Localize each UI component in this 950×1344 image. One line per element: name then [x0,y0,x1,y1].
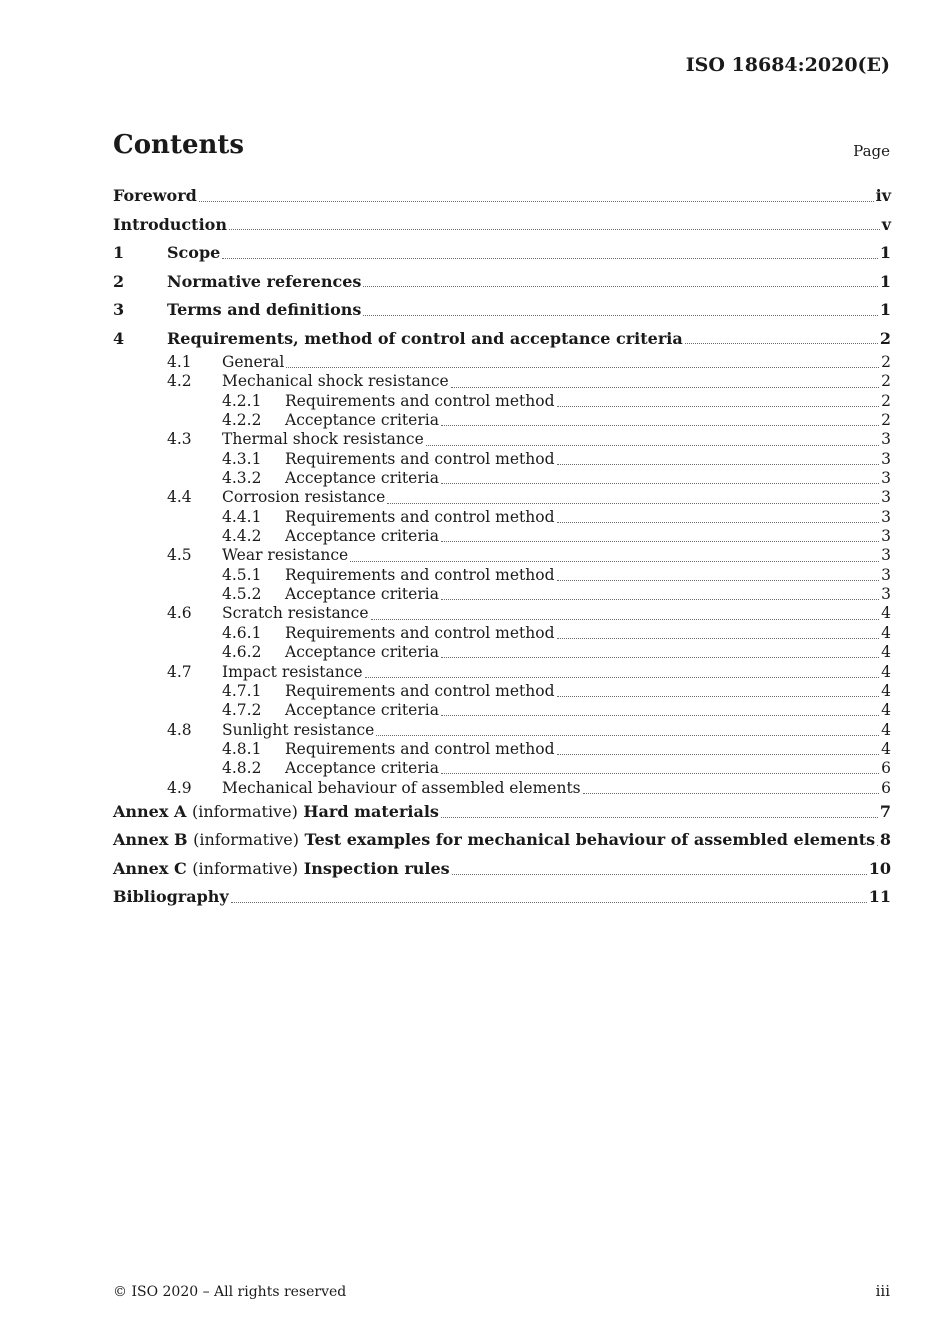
toc-entry-4-8[interactable]: 4.8 Sunlight resistance 4 [167,720,891,739]
dot-leader [371,619,880,620]
dot-leader [286,367,879,368]
dot-leader [557,406,880,407]
toc-entry-4-2[interactable]: 4.2 Mechanical shock resistance 2 [167,372,891,391]
toc-entry-bibliography[interactable]: Bibliography 11 [113,887,891,907]
toc-entry-annex-a[interactable]: Annex A (informative) Hard materials 7 [113,801,891,821]
dot-leader [376,735,879,736]
toc-entry-3[interactable]: 3 Terms and definitions 1 [113,300,891,319]
dot-leader [441,599,879,600]
dot-leader [363,286,877,287]
dot-leader [222,258,878,259]
toc-entry-4-4-1[interactable]: 4.4.1 Requirements and control method 3 [222,507,891,526]
toc-entry-annex-b[interactable]: Annex B (informative) Test examples for mechanical behaviour of assembled elements 8 [113,830,891,850]
toc-entry-4[interactable]: 4 Requirements, method of control and acceptance criteria 2 [113,328,891,348]
dot-leader [441,773,879,774]
dot-leader [350,561,879,562]
copyright-notice: © ISO 2020 – All rights reserved [113,1284,347,1300]
dot-leader [199,201,874,202]
table-of-contents [113,182,891,912]
toc-entry-2[interactable]: 2 Normative references 1 [113,271,891,291]
toc-entry-4-3-1[interactable]: 4.3.1 Requirements and control method 3 [222,449,891,468]
dot-leader [387,503,879,504]
dot-leader [441,541,879,542]
dot-leader [583,793,879,794]
dot-leader [557,580,880,581]
dot-leader [441,425,879,426]
toc-entry-introduction[interactable]: Introduction v [113,214,891,234]
toc-entry-4-6-2[interactable]: 4.6.2 Acceptance criteria 4 [222,643,891,662]
toc-entry-4-5[interactable]: 4.5 Wear resistance 3 [167,546,891,565]
toc-entry-4-7-1[interactable]: 4.7.1 Requirements and control method 4 [222,681,891,700]
document-id: ISO 18684:2020(E) [685,54,890,76]
toc-entry-4-3[interactable]: 4.3 Thermal shock resistance 3 [167,430,891,449]
toc-entry-4-7-2[interactable]: 4.7.2 Acceptance criteria 4 [222,701,891,720]
toc-entry-4-9[interactable]: 4.9 Mechanical behaviour of assembled elements 6 [167,778,891,797]
dot-leader [363,315,877,316]
toc-entry-4-8-2[interactable]: 4.8.2 Acceptance criteria 6 [222,759,891,778]
toc-entry-4-1[interactable]: 4.1 General 2 [167,353,891,371]
dot-leader [557,754,880,755]
toc-entry-4-5-2[interactable]: 4.5.2 Acceptance criteria 3 [222,585,891,604]
toc-entry-4-8-1[interactable]: 4.8.1 Requirements and control method 4 [222,739,891,758]
dot-leader [441,483,879,484]
dot-leader [685,343,878,344]
toc-entry-4-6[interactable]: 4.6 Scratch resistance 4 [167,604,891,623]
toc-entry-4-2-2[interactable]: 4.2.2 Acceptance criteria 2 [222,411,891,430]
toc-entry-4-4-2[interactable]: 4.4.2 Acceptance criteria 3 [222,527,891,546]
dot-leader [557,522,880,523]
dot-leader [557,638,880,639]
toc-entry-foreword[interactable]: Foreword iv [113,186,891,205]
dot-leader [441,657,879,658]
dot-leader [877,845,878,846]
toc-entry-1[interactable]: 1 Scope 1 [113,243,891,262]
dot-leader [365,677,880,678]
dot-leader [441,817,878,818]
toc-entry-4-7[interactable]: 4.7 Impact resistance 4 [167,662,891,681]
toc-entry-4-4[interactable]: 4.4 Corrosion resistance 3 [167,488,891,507]
toc-entry-4-5-1[interactable]: 4.5.1 Requirements and control method 3 [222,565,891,584]
dot-leader [557,464,880,465]
dot-leader [229,229,880,230]
toc-entry-annex-c[interactable]: Annex C (informative) Inspection rules 10 [113,858,891,878]
toc-entry-4-3-2[interactable]: 4.3.2 Acceptance criteria 3 [222,469,891,488]
dot-leader [441,715,879,716]
dot-leader [231,902,867,903]
contents-title: Contents [113,130,245,160]
toc-entry-4-2-1[interactable]: 4.2.1 Requirements and control method 2 [222,391,891,410]
dot-leader [452,874,867,875]
page-number: iii [875,1282,890,1300]
dot-leader [451,387,879,388]
dot-leader [426,445,879,446]
dot-leader [557,696,880,697]
toc-entry-4-6-1[interactable]: 4.6.1 Requirements and control method 4 [222,623,891,642]
page-column-label: Page [853,142,890,160]
